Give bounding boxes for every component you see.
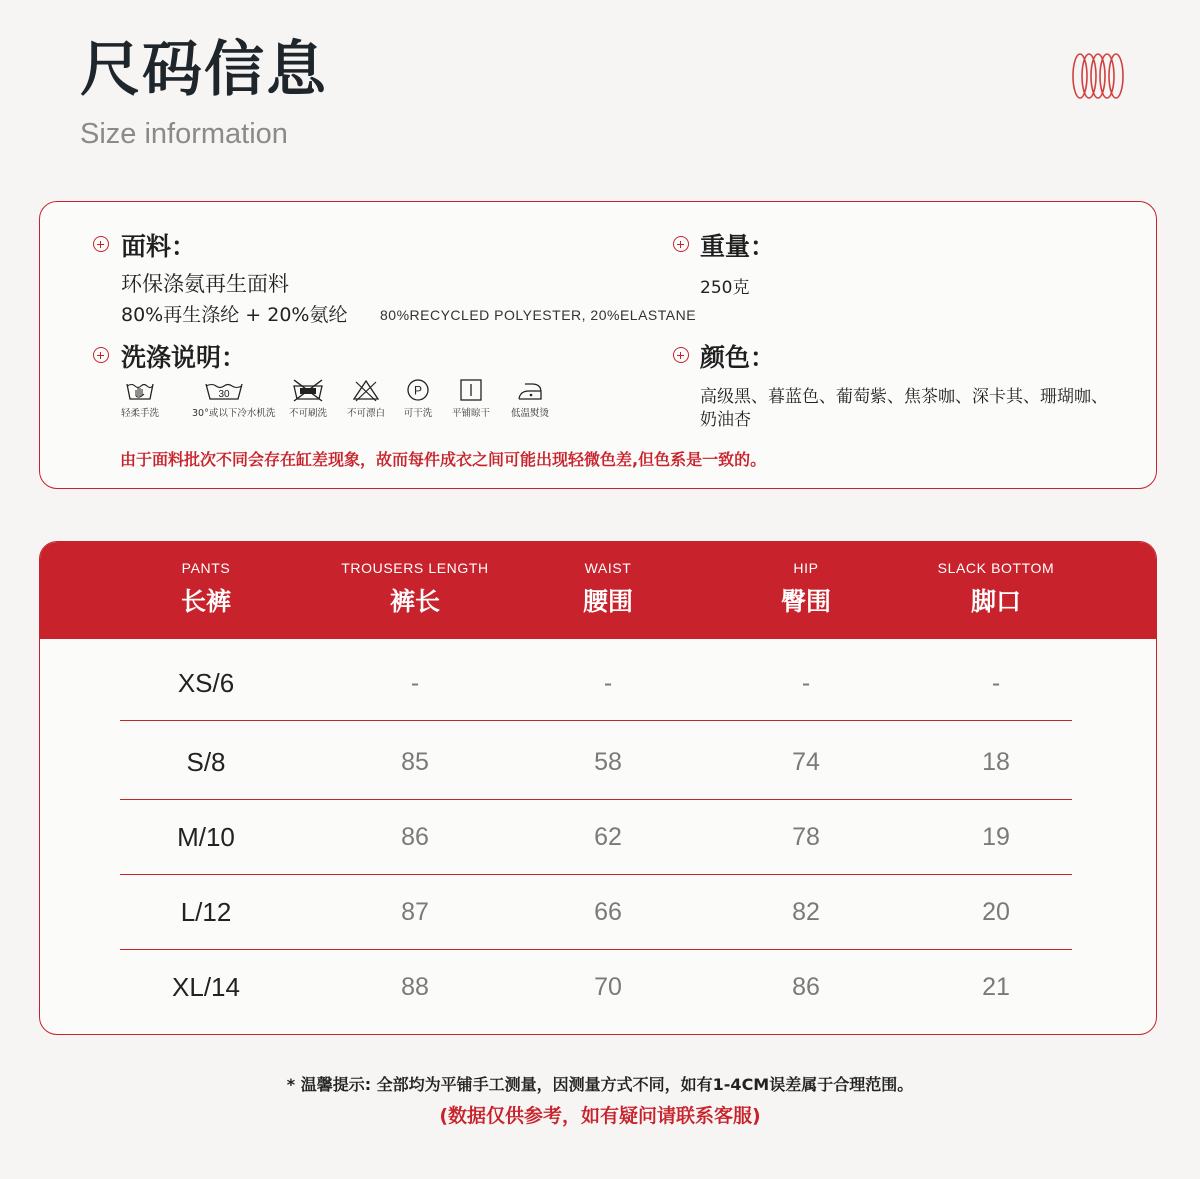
color-variation-warning: 由于面料批次不同会存在缸差现象，故而每件成衣之间可能出现轻微色差,但色系是一致的。 — [120, 450, 767, 469]
care-label: 不可刷洗 — [288, 408, 327, 419]
color-label: 颜色： — [700, 343, 776, 372]
care-item — [192, 378, 276, 419]
size-cell: XL/14 — [172, 972, 240, 1002]
size-cell: M/10 — [177, 822, 235, 852]
hip-cell: 86 — [792, 973, 820, 1001]
column-header-hip: HIP 臀围 — [780, 560, 831, 616]
care-label: 轻柔手洗 — [120, 408, 159, 419]
care-item — [441, 378, 501, 419]
size-cell: L/12 — [180, 897, 232, 927]
row-divider — [120, 720, 1072, 722]
care-label: 可干洗 — [403, 408, 433, 419]
table-row — [120, 725, 1072, 800]
care-label: 低温熨烫 — [510, 408, 549, 419]
fabric-label: 面料： — [121, 232, 197, 261]
hip-cell: 78 — [792, 823, 820, 851]
fabric-name: 环保涤氨再生面料 — [121, 272, 289, 296]
care-label: 30°或以下冷水机洗 — [192, 408, 276, 419]
waist-cell: 66 — [594, 898, 622, 926]
slack-bottom-cell: 20 — [982, 898, 1010, 926]
hip-cell: - — [801, 669, 811, 697]
care-item — [388, 378, 448, 419]
washing-label: 洗涤说明： — [121, 343, 247, 372]
column-header-waist: WAIST 腰围 — [582, 560, 633, 616]
page-title: 尺码信息 — [80, 35, 328, 105]
care-item — [110, 378, 170, 419]
flat-dry-icon — [456, 378, 486, 402]
slack-bottom-cell: 19 — [982, 823, 1010, 851]
weight-label: 重量： — [700, 232, 776, 261]
wash-temp-text: 30 — [218, 389, 230, 400]
hip-cell: 74 — [792, 748, 820, 776]
size-cell: S/8 — [186, 747, 226, 777]
table-row — [120, 800, 1072, 875]
size-cell: XS/6 — [177, 668, 235, 698]
length-cell: - — [410, 669, 420, 697]
waist-cell: - — [603, 669, 613, 697]
table-row — [120, 875, 1072, 950]
svg-text:P: P — [413, 383, 423, 398]
plus-icon — [673, 236, 689, 252]
care-item — [278, 378, 338, 419]
no-bleach-icon — [351, 378, 381, 402]
no-brush-icon — [291, 378, 325, 402]
length-cell: 86 — [401, 823, 429, 851]
measurement-note: * 温馨提示: 全部均为平铺手工测量，因测量方式不同，如有1-4CM误差属于合理范围。 — [286, 1075, 914, 1094]
rings-logo-icon — [1070, 50, 1126, 102]
length-cell: 88 — [401, 973, 429, 1001]
weight-value: 250克 — [700, 278, 750, 298]
hip-cell: 82 — [792, 898, 820, 926]
column-header-pants: PANTS 长裤 — [180, 560, 231, 616]
care-label: 平铺晾干 — [451, 408, 490, 419]
care-item — [336, 378, 396, 419]
page-subtitle: Size information — [80, 118, 288, 150]
table-row — [120, 950, 1072, 1025]
plus-icon — [93, 347, 109, 363]
machine-wash-30-icon — [204, 378, 244, 402]
reference-disclaimer: (数据仅供参考，如有疑问请联系客服) — [439, 1105, 761, 1127]
plus-icon — [93, 236, 109, 252]
color-list-line1: 高级黑、暮蓝色、葡萄紫、焦茶咖、深卡其、珊瑚咖、 — [700, 387, 1108, 407]
fabric-composition-zh: 80%再生涤纶 + 20%氨纶 — [121, 304, 348, 326]
column-header-trousers-length: TROUSERS LENGTH 裤长 — [341, 560, 489, 616]
hand-wash-icon — [125, 378, 155, 402]
care-label: 不可漂白 — [346, 408, 385, 419]
waist-cell: 70 — [594, 973, 622, 1001]
low-iron-icon — [515, 378, 545, 402]
table-row — [120, 646, 1072, 721]
plus-icon — [673, 347, 689, 363]
fabric-composition-en: 80%RECYCLED POLYESTER, 20%ELASTANE — [380, 307, 697, 323]
color-list-line2: 奶油杏 — [700, 410, 751, 430]
length-cell: 87 — [401, 898, 429, 926]
care-item — [500, 378, 560, 419]
waist-cell: 58 — [594, 748, 622, 776]
dry-clean-icon — [403, 378, 433, 402]
slack-bottom-cell: 21 — [982, 973, 1010, 1001]
waist-cell: 62 — [594, 823, 622, 851]
slack-bottom-cell: - — [991, 669, 1001, 697]
column-header-slack-bottom: SLACK BOTTOM 脚口 — [937, 560, 1055, 616]
slack-bottom-cell: 18 — [982, 748, 1010, 776]
size-table-header — [40, 542, 1156, 639]
length-cell: 85 — [401, 748, 429, 776]
size-table — [39, 541, 1157, 1035]
